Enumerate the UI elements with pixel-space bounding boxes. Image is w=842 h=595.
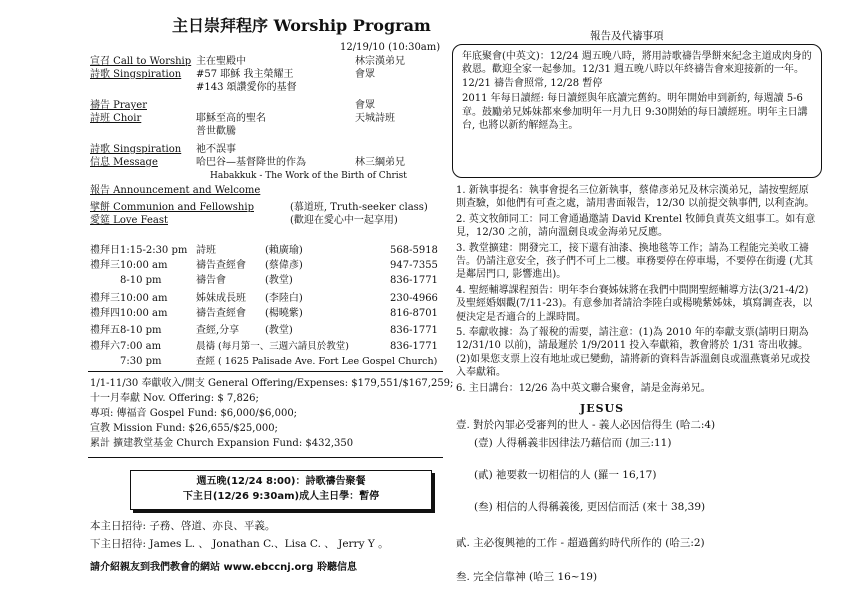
schedule-row <box>90 341 440 354</box>
program-row <box>90 215 440 228</box>
program-row <box>90 185 440 198</box>
scroll-content <box>462 50 812 134</box>
sermon-outline <box>456 418 816 584</box>
schedule-row <box>90 245 440 258</box>
schedule-phone: 836-1771 <box>390 325 438 336</box>
outline-point: 壹. 對於內罪必受審判的世人 - 義人必因信得生 (哈二:4) <box>456 419 716 431</box>
program-row <box>90 126 440 139</box>
schedule-phone: 947-7355 <box>390 260 438 271</box>
schedule-event: 姊妹成長班 <box>196 293 246 304</box>
schedule-event: 查經,分享 <box>196 325 240 336</box>
schedule-row <box>90 293 440 306</box>
program-detail: 祂不誤事 <box>196 144 236 155</box>
schedule-contact: (蔡偉彥) <box>265 260 303 271</box>
finance-line: 宣教 Mission Fund: $26,655/$25,000; <box>90 423 278 434</box>
finance-line: 十一月奉獻 Nov. Offering: $ 7,826; <box>90 393 259 404</box>
program-item: 詩班 Choir <box>90 113 142 124</box>
service-date: 12/19/10 (10:30am) <box>340 42 441 53</box>
jesus-banner: JESUS <box>580 402 625 415</box>
announcement-item: 2. 英文牧師同工：同工會通過邀請 David Krentel 牧師負責英文組事工。如有意見，12/30 之前，請向溫劍良或金海弟兄反應。 <box>456 213 816 239</box>
program-item: 宣召 Call to Worship <box>90 56 192 67</box>
program-row <box>90 157 440 170</box>
program-item: 擘餅 Communion and Fellowship <box>90 202 254 213</box>
schedule-event: 查經 ( 1625 Palisade Ave. Fort Lee Gospel Church) <box>196 356 438 367</box>
schedule-contact: (教堂) <box>265 325 293 336</box>
program-item: 詩歌 Singspiration <box>90 144 182 155</box>
schedule-phone: 230-4966 <box>390 293 438 304</box>
program-detail: #143 頌讚愛你的基督 <box>196 82 297 93</box>
program-item: 信息 Message <box>90 157 158 168</box>
finance-line: 專項: 傳福音 Gospel Fund: $6,000/$6,000; <box>90 408 298 419</box>
servers-next-week: 下主日招待: James L. 、 Jonathan C.、Lisa C. 、 Jerry Y 。 <box>90 538 389 550</box>
program-detail: (歡迎在愛心中一起享用) <box>290 215 398 226</box>
program-detail: 耶穌至高的聖名 <box>196 113 266 124</box>
schedule-time: 10:00 am <box>120 308 168 319</box>
schedule-day: 禮拜日 <box>90 245 120 256</box>
finance-line: 累計 擴建教堂基金 Church Expansion Fund: $432,350 <box>90 438 354 449</box>
schedule-day: 禮拜四 <box>90 308 120 319</box>
schedule-row <box>90 260 440 273</box>
schedule-time: 1:15-2:30 pm <box>120 245 188 256</box>
program-detail: Habakkuk - The Work of the Birth of Christ <box>210 171 407 181</box>
schedule-event: 禱告查經會 <box>196 260 246 271</box>
outline-point: (貳) 祂要救一切相信的人 (羅一 16,17) <box>474 469 657 481</box>
notice-box <box>130 470 432 510</box>
schedule-contact: (楊曉紫) <box>265 308 303 319</box>
schedule-contact: (賴廣瑜) <box>265 245 303 256</box>
schedule-event: 禱告查經會 <box>196 308 246 319</box>
program-row <box>90 100 440 113</box>
schedule-event: 禱告會 <box>196 275 226 286</box>
schedule-row <box>90 356 440 369</box>
outline-point: (壹) 人得稱義非因律法乃藉信而 (加三:11) <box>474 437 672 449</box>
announcement-item: 4. 聖經輔導課程預告：明年李台賽姊妹將在我們中間開聖經輔導方法(3/21-4/2)及聖經婚姻觀(7/11-23)。有意參加者請洽李陸白或楊曉紫姊妹，填寫調查表，以便決定是否適合的上課時間。 <box>456 284 813 323</box>
program-detail: (慕道班, Truth-seeker class) <box>290 202 428 213</box>
announcement-list <box>456 184 816 397</box>
schedule-day: 禮拜三 <box>90 293 120 304</box>
schedule-contact: (教堂) <box>265 275 293 286</box>
program-detail: 普世歡騰 <box>196 126 236 137</box>
divider <box>88 371 443 372</box>
schedule-time: 10:00 am <box>120 293 168 304</box>
program-row <box>90 202 440 215</box>
program-item: 愛筵 Love Feast <box>90 215 169 226</box>
program-row <box>90 113 440 126</box>
outline-point: 叁. 完全信靠神 (哈三 16~19) <box>456 571 598 583</box>
program-person: 林宗漢弟兄 <box>355 56 405 67</box>
schedule-phone: 816-8701 <box>390 308 438 319</box>
announcement-item: 3. 教堂擴建：開發完工，接下還有油漆、換地毯等工作；請為工程能完美收工禱告。仍請注意安全，孩子們不可上二樓。車務要停在停車場，不要停在街邊 (尤其是鄰居門口, 影響進出)。 <box>456 242 814 281</box>
program-detail: #57 耶穌 我主榮耀王 <box>196 69 294 80</box>
schedule-time: 8-10 pm <box>120 275 162 286</box>
divider <box>88 457 443 458</box>
program-item: 詩歌 Singspiration <box>90 69 182 80</box>
servers-this-week: 本主日招待: 子務、啓道、亦良、平義。 <box>90 520 276 532</box>
schedule-row <box>90 308 440 321</box>
program-row <box>90 69 440 82</box>
schedule-time: 10:00 am <box>120 260 168 271</box>
schedule-time: 8-10 pm <box>120 325 162 336</box>
schedule-row <box>90 275 440 288</box>
outline-point: 貳. 主必復興祂的工作 - 超過舊約時代所作的 (哈三:2) <box>456 537 705 549</box>
schedule-contact: (李陸白) <box>265 293 303 304</box>
program-detail: 哈巴谷—基督降世的作為 <box>196 157 306 168</box>
schedule-phone: 836-1771 <box>390 341 438 352</box>
program-row <box>90 56 440 69</box>
page-title: 主日崇拜程序 Worship Program <box>172 16 431 35</box>
program-row <box>90 144 440 157</box>
finance-line: 1/1-11/30 奉獻收入/開支 General Offering/Expenses: $179,551/$167,259; <box>90 378 454 389</box>
schedule-day: 禮拜六 <box>90 341 120 352</box>
program-person: 會眾 <box>355 100 375 111</box>
program-detail: 主在聖殿中 <box>196 56 246 67</box>
program-row <box>90 170 440 183</box>
schedule-event: 晨禱 (每月第一、三週六請貝於教堂) <box>196 341 349 352</box>
schedule-time: 7:00 am <box>120 341 162 352</box>
schedule-day: 禮拜五 <box>90 325 120 336</box>
schedule-phone: 568-5918 <box>390 245 438 256</box>
schedule-day: 禮拜三 <box>90 260 120 271</box>
program-item: 禱告 Prayer <box>90 100 147 111</box>
finance-summary <box>90 377 454 452</box>
notice-line-2: 下主日(12/26 9:30am)成人主日學：暫停 <box>182 491 380 502</box>
daily-reading: 2011 年每日讀經: 每日讀經與年底讀完舊約。明年開始申到新約, 每週讀 5-6 章。鼓勵弟兄姊妹都來參加明年一月九日 9:30開始的每日讀經班。明年主日講台, 也將以新約解經為主。 <box>462 93 808 132</box>
schedule-phone: 836-1771 <box>390 275 438 286</box>
notice-line-1: 週五晚(12/24 8:00)：詩歌禱告聚餐 <box>196 476 366 487</box>
announcements-heading: 報告及代禱事項 <box>590 30 664 42</box>
year-end-meeting: 年底聚會(中英文)：12/24 週五晚八時，將用詩歌禱告學餅來紀念主道成肉身的救恩。歡迎全家一起參加。12/31 週五晚八時以年終禱告會來迎接新的一年。12/21 禱告會照常, 12/28 暫停 <box>462 51 812 89</box>
announcement-item: 5. 奉獻收據：為了報稅的需要，請注意：(1)為 2010 年的奉獻支票(請明日期為 12/31/10 以前)，請最遲於 1/9/2011 投入奉獻箱，教會將於 1/31 寄出收據。(2)如果您支票上沒有地址或已變動，請將新的資料告訴溫劍良或溫燕寰弟兄或投入奉獻箱。 <box>456 327 811 379</box>
program-person: 天城詩班 <box>355 113 395 124</box>
program-person: 會眾 <box>355 69 375 80</box>
program-person: 林三綱弟兄 <box>355 157 405 168</box>
announcement-item: 6. 主日講台：12/26 為中英文聯合聚會，請是金海弟兄。 <box>456 382 711 394</box>
program-item: 報告 Announcement and Welcome <box>90 185 261 196</box>
outline-point: (叁) 相信的人得稱義後, 更因信而活 (來十 38,39) <box>474 501 706 513</box>
schedule-time: 7:30 pm <box>120 356 162 367</box>
website-footer: 請介紹親友到我們教會的網站 www.ebccnj.org 聆聽信息 <box>90 562 357 573</box>
schedule-row <box>90 325 440 338</box>
program-row <box>90 82 440 95</box>
schedule-event: 詩班 <box>196 245 216 256</box>
announcement-item: 1. 新執事提名：執事會提名三位新執事，蔡偉彥弟兄及林宗漢弟兄，請按聖經原則查驗，如他們有可查之處，請用書面報告，12/30 以前提交執事們, 以利查詢。 <box>456 185 815 210</box>
